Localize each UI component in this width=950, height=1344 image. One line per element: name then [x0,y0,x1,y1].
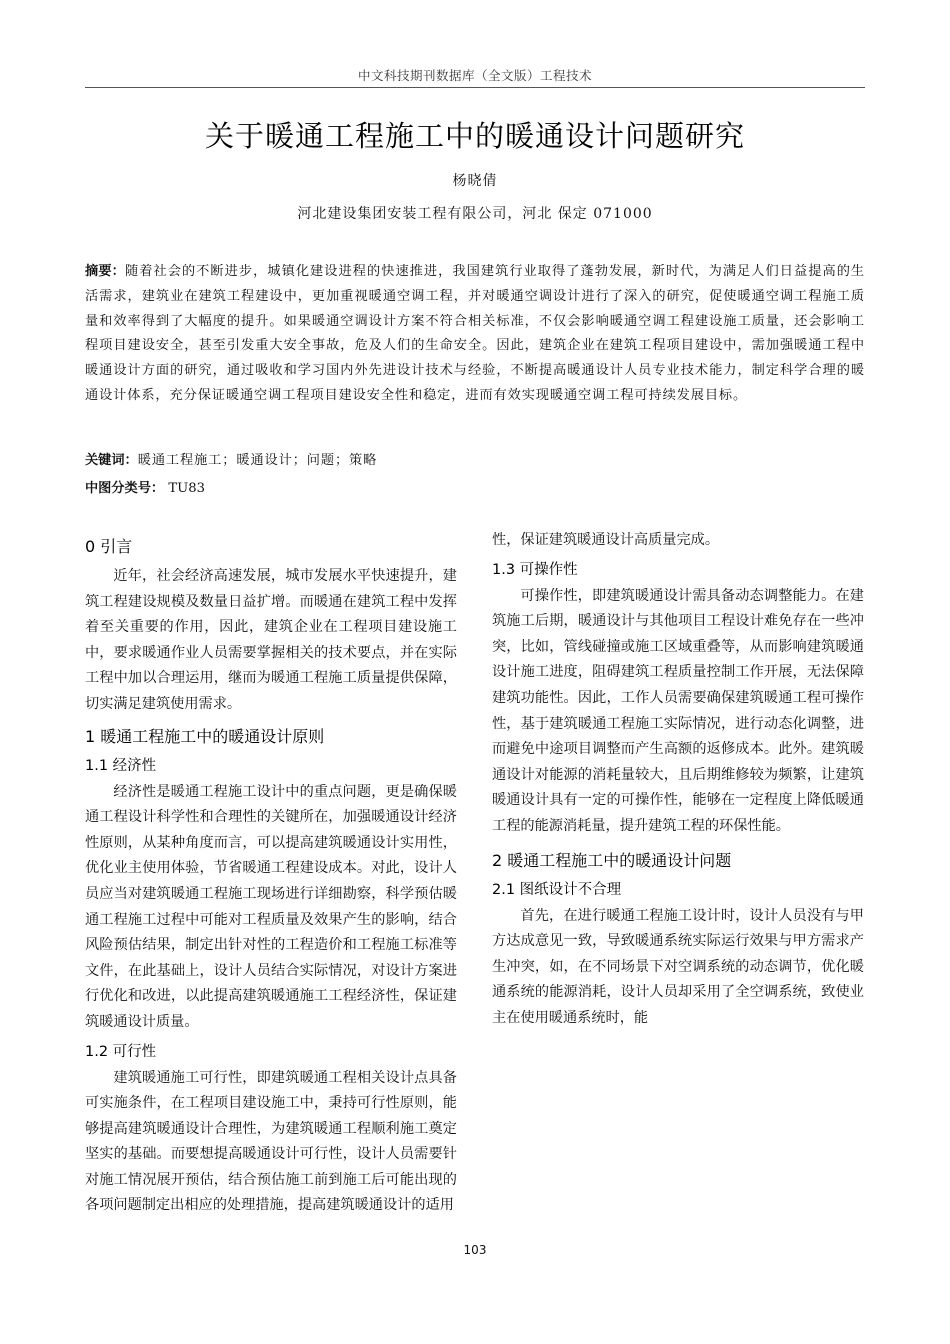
abstract-label: 摘要： [85,264,126,279]
paper-title: 关于暖通工程施工中的暖通设计问题研究 [204,119,745,153]
paragraph-economy: 经济性是暖通工程施工设计中的重点问题，更是确保暖通工程设计科学性和合理性的关键所在，加强暖通设计经济性原则，从某种角度而言，可以提高建筑暖通设计实用性，优化业主使用体验，节省暖通工程建设成本。对此，设计人员应当对建筑暖通工程施工现场进行详细勘察，科学预估暖通工程施工过程中可能对工程质量及效果产生的影响，结合风险预估结果，制定出针对性的工程造价和工程施工标准等文件，在此基础上，设计人员结合实际情况，对设计方案进行优化和改进，以此提高建筑暖通施工工程经济性，保证建筑暖通设计质量。 [85,783,457,1030]
paragraph-feasibility-continued: 性，保证建筑暖通设计高质量完成。 [492,532,720,548]
subsection-heading-2-1: 2.1 图纸设计不合理 [492,881,622,898]
keywords-label: 关键词： [85,453,138,468]
section-heading-0: 0 引言 [85,537,133,556]
paragraph-intro: 近年，社会经济高速发展，城市发展水平快速提升，建筑工程建设规模及数量日益扩增。而暖通在建筑工程中发挥着至关重要的作用，因此，建筑企业在工程项目建设施工中，要求暖通作业人员需要掌握相关的技术要点，并在实际工程中加以合理运用，继而为暖通工程施工质量提供保障，切实满足建筑使用需求。 [85,568,457,712]
author-affiliation: 河北建设集团安装工程有限公司，河北 保定 071000 [297,206,653,222]
page-number: 103 [463,1243,487,1257]
subsection-heading-1-1: 1.1 经济性 [85,757,157,774]
header-rule [85,87,865,88]
subsection-heading-1-2: 1.2 可行性 [85,1043,157,1060]
paragraph-feasibility: 建筑暖通施工可行性，即建筑暖通工程相关设计点具备可实施条件，在工程项目建设施工中，秉持可行性原则，能够提高建筑暖通设计合理性，为建筑暖通工程顺利施工奠定坚实的基础。而要想提高暖通设计可行性，设计人员需要针对施工情况展开预估，结合预估施工前到施工后可能出现的各项问题制定出相应的处理措施，提高建筑暖通设计的适用 [85,1069,457,1214]
right-column [492,528,864,1032]
classification-label: 中图分类号： [85,481,165,496]
subsection-heading-1-3: 1.3 可操作性 [492,561,578,578]
abstract [85,260,865,409]
running-header: 中文科技期刊数据库（全文版）工程技术 [357,68,592,83]
keywords [85,449,865,468]
left-column [85,528,457,1219]
abstract-text: 随着社会的不断进步，城镇化建设进程的快速推进，我国建筑行业取得了蓬勃发展，新时代，为满足人们日益提高的生活需求，建筑业在建筑工程建设中，更加重视暖通空调工程，并对暖通空调设计进行了深入的研究，促使暖通空调工程施工质量和效率得到了大幅度的提升。如果暖通空调设计方案不符合相关标准，不仅会影响暖通空调工程建设施工质量，还会影响工程项目建设安全，甚至引发重大安全事故，危及人们的生命安全。因此，建筑企业在建筑工程项目建设中，需加强暖通工程中暖通设计方面的研究，通过吸收和学习国内外先进设计技术与经验，不断提高暖通设计人员专业技术能力，制定科学合理的暖通设计体系，充分保证暖通空调工程项目建设安全性和稳定，进而有效实现暖通空调工程可持续发展目标。 [85,264,866,403]
keywords-text: 暖通工程施工；暖通设计；问题；策略 [137,453,378,468]
classification-code: TU83 [168,481,206,496]
section-heading-1: 1 暖通工程施工中的暖通设计原则 [85,726,325,746]
section-heading-2: 2 暖通工程施工中的暖通设计问题 [492,850,732,870]
paragraph-drawing-design: 首先，在进行暖通工程施工设计时，设计人员没有与甲方达成意见一致，导致暖通系统实际运行效果与甲方需求产生冲突，如，在不同场景下对空调系统的动态调节，优化暖通系统的能源消耗，设计人员却采用了全空调系统，致使业主在使用暖通系统时，能 [492,907,864,1026]
author-name: 杨晓倩 [452,173,498,189]
paragraph-operability: 可操作性，即建筑暖通设计需具备动态调整能力。在建筑施工后期，暖通设计与其他项目工程设计难免存在一些冲突，比如，管线碰撞或施工区域重叠等，从而影响建筑暖通设计施工进度，阻碍建筑工程质量控制工作开展，无法保障建筑功能性。因此，工作人员需要确保建筑暖通工程可操作性，基于建筑暖通工程施工实际情况，进行动态化调整，进而避免中途项目调整而产生高额的返修成本。此外。建筑暖通设计对能源的消耗量较大，且后期维修较为频繁，让建筑暖通设计具有一定的可操作性，能够在一定程度上降低暖通工程的能源消耗量，提升建筑工程的环保性能。 [492,587,864,834]
classification [85,477,865,496]
